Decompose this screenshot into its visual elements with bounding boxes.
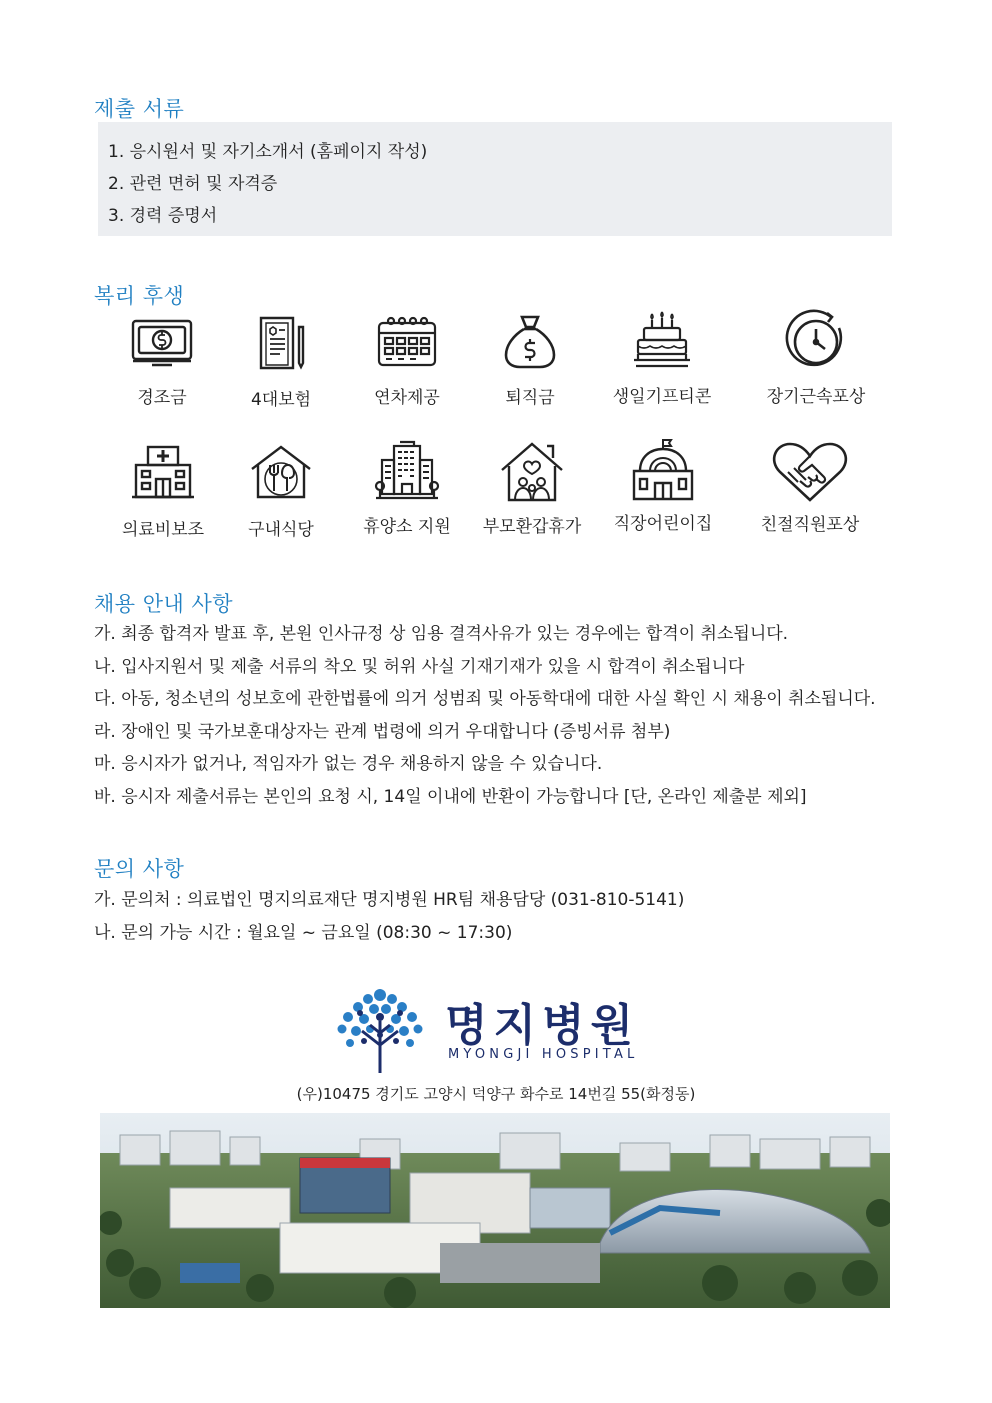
- hospital-aerial-photo: [100, 1113, 890, 1308]
- benefit-daycare: [598, 437, 728, 534]
- submission-item: 2. 관련 면허 및 자격증: [108, 174, 278, 194]
- benefit-medical-expense: [98, 443, 228, 540]
- benefit-insurance: [216, 315, 346, 410]
- benefit-label: 친절직원포상: [760, 515, 860, 535]
- money-icon: [130, 315, 194, 369]
- hospital-name-en: MYONGJI HOSPITAL: [448, 1047, 639, 1062]
- submission-title: 제출 서류: [94, 97, 185, 121]
- benefit-kind-employee-award: [745, 440, 875, 535]
- tree-logo-icon: [330, 985, 430, 1075]
- benefit-label: 휴양소 지원: [363, 517, 451, 537]
- inquiry-list: [94, 884, 684, 949]
- benefit-label: 구내식당: [248, 520, 314, 540]
- money-bag-icon: [498, 313, 562, 369]
- daycare-icon: [630, 437, 696, 503]
- benefits-title: 복리 후생: [94, 284, 185, 308]
- birthday-cake-icon: [630, 310, 694, 368]
- hospital-address: (우)10475 경기도 고양시 덕양구 화수로 14번길 55(화정동): [296, 1085, 696, 1103]
- heart-handshake-icon: [770, 440, 850, 504]
- inquiry-title: 문의 사항: [94, 857, 185, 881]
- benefit-cafeteria: [216, 443, 346, 540]
- submission-list: [98, 122, 892, 232]
- benefit-label: 의료비보조: [121, 520, 205, 540]
- clock-icon: [783, 308, 849, 374]
- cafeteria-icon: [248, 443, 314, 501]
- hiring-item: 가. 최종 합격자 발표 후, 본원 인사규정 상 임용 결격사유가 있는 경우에는 합격이 취소됩니다.: [94, 624, 789, 644]
- hiring-item: 마. 응시자가 없거나, 적임자가 없는 경우 채용하지 않을 수 있습니다.: [94, 754, 603, 774]
- benefit-label: 장기근속포상: [766, 387, 866, 407]
- hospital-icon: [130, 443, 196, 501]
- hiring-list: [94, 618, 876, 813]
- hospital-logo: [330, 985, 670, 1075]
- benefit-parent-60th-birthday-leave: [467, 440, 597, 537]
- benefit-congratulatory-money: [97, 315, 227, 408]
- benefit-label: 직장어린이집: [613, 514, 713, 534]
- submission-box: [98, 122, 892, 236]
- hiring-item: 라. 장애인 및 국가보훈대상자는 관계 법령에 의거 우대합니다 (증빙서류 첨부): [94, 721, 671, 742]
- family-home-icon: [499, 440, 565, 504]
- submission-item: 1. 응시원서 및 자기소개서 (홈페이지 작성): [108, 142, 428, 162]
- benefit-label: 부모환갑휴가: [482, 517, 582, 537]
- hiring-item: 다. 아동, 청소년의 성보호에 관한법률에 의거 성범죄 및 아동학대에 대한 사실 확인 시 채용이 취소됩니다.: [94, 689, 876, 709]
- benefit-severance-pay: [465, 313, 595, 408]
- benefit-label: 퇴직금: [505, 388, 555, 408]
- benefit-label: 생일기프티콘: [612, 387, 712, 407]
- calendar-icon: [375, 315, 439, 369]
- resort-building-icon: [374, 440, 440, 502]
- submission-item: 3. 경력 증명서: [108, 206, 218, 226]
- benefit-annual-leave: [342, 315, 472, 408]
- benefit-label: 연차제공: [374, 388, 440, 408]
- hiring-item: 바. 응시자 제출서류는 본인의 요청 시, 14일 이내에 반환이 가능합니다 [단, 온라인 제출분 제외]: [94, 786, 807, 807]
- benefit-label: 4대보험: [250, 390, 312, 410]
- benefit-label: 경조금: [137, 388, 187, 408]
- benefit-birthday-gift: [597, 310, 727, 407]
- insurance-document-icon: [249, 315, 313, 371]
- benefit-resort-support: [342, 440, 472, 537]
- inquiry-item: 가. 문의처 : 의료법인 명지의료재단 명지병원 HR팀 채용담당 (031-810-5141): [94, 890, 685, 910]
- benefit-long-service-award: [751, 308, 881, 407]
- hospital-name: 명지병원: [445, 1000, 640, 1051]
- inquiry-item: 나. 문의 가능 시간 : 월요일 ~ 금요일 (08:30 ~ 17:30): [94, 922, 513, 943]
- hiring-item: 나. 입사지원서 및 제출 서류의 착오 및 허위 사실 기재기재가 있을 시 합격이 취소됩니다: [94, 656, 745, 677]
- hiring-title: 채용 안내 사항: [94, 592, 234, 616]
